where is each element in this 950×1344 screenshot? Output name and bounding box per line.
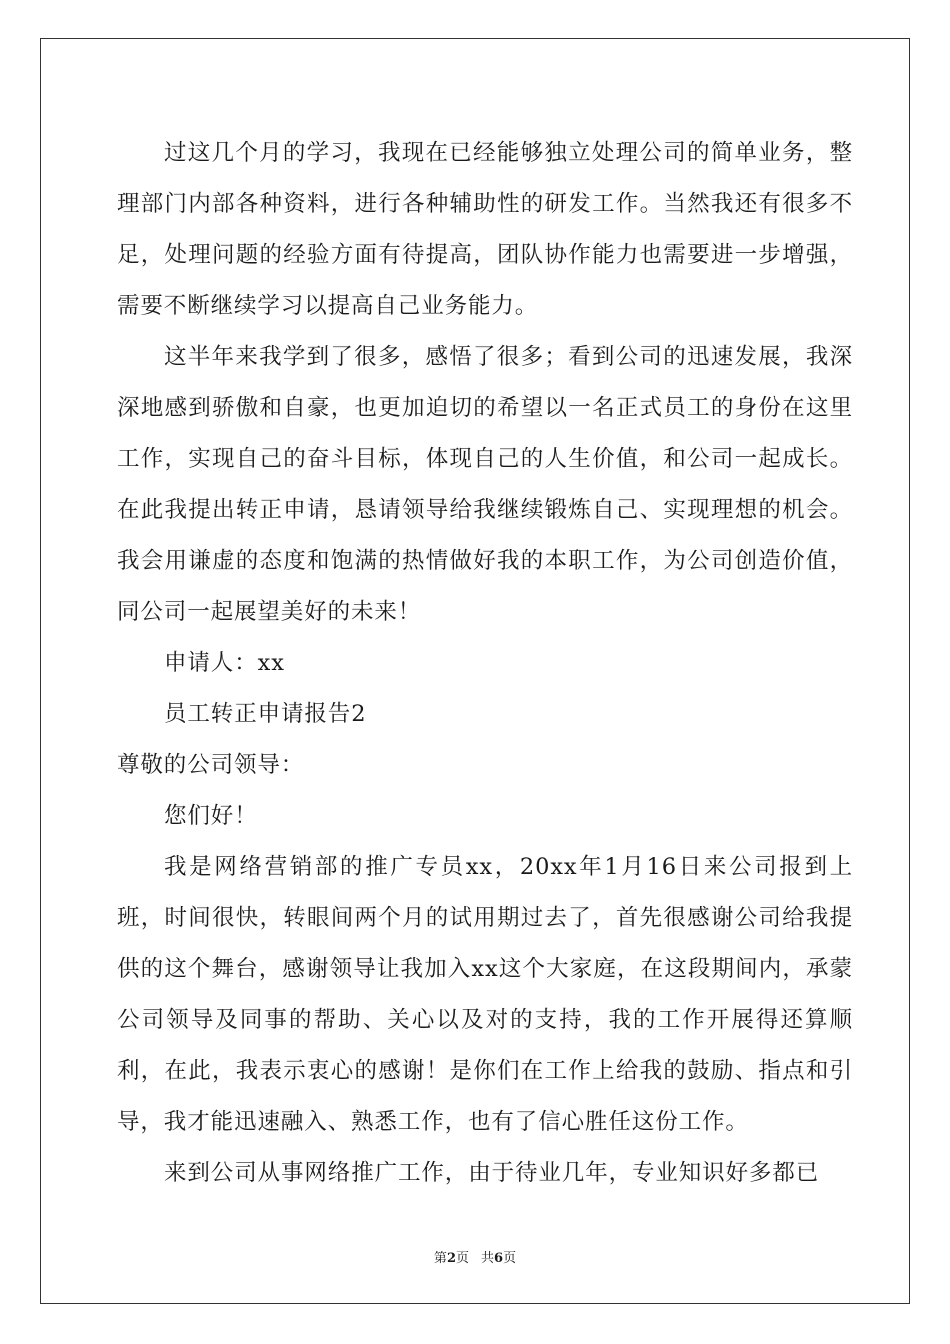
salutation: 尊敬的公司领导： (117, 752, 305, 778)
report-title: 员工转正申请报告2 (164, 701, 367, 727)
page-suffix: 页 (455, 1251, 469, 1266)
page-total: 6 (494, 1251, 504, 1266)
paragraph-introduction: 我是网络营销部的推广专员xx，20xx年1月16日来公司报到上班，时间很快，转眼间两个月的试用期过去了，首先很感谢公司给我提供的这个舞台，感谢领导让我加入xx这个大家庭，在这段期间内，承蒙公司领导及同事的帮助、关心以及对的支持，我的工作开展得还算顺利，在此，我表示衷心的感谢！是你们在工作上给我的鼓励、指点和引导，我才能迅速融入、熟悉工作，也有了信心胜任这份工作。 (117, 854, 853, 1135)
page-current: 2 (446, 1251, 456, 1266)
total-prefix: 共 (481, 1251, 495, 1266)
total-suffix: 页 (503, 1251, 517, 1266)
paragraph-work-start: 来到公司从事网络推广工作，由于待业几年，专业知识好多都已 (164, 1160, 820, 1186)
paragraph-half-year-reflection: 这半年来我学到了很多，感悟了很多；看到公司的迅速发展，我深深地感到骄傲和自豪，也更加迫切的希望以一名正式员工的身份在这里工作，实现自己的奋斗目标，体现自己的人生价值，和公司一起成长。在此我提出转正申请，恳请领导给我继续锻炼自己、实现理想的机会。我会用谦虚的态度和饱满的热情做好我的本职工作，为公司创造价值，同公司一起展望美好的未来！ (117, 344, 853, 625)
applicant-signature: 申请人：xx (164, 650, 285, 676)
greeting: 您们好！ (164, 803, 258, 829)
page-footer (0, 1247, 950, 1266)
paragraph-study-summary: 过这几个月的学习，我现在已经能够独立处理公司的简单业务，整理部门内部各种资料，进行各种辅助性的研发工作。当然我还有很多不足，处理问题的经验方面有待提高，团队协作能力也需要进一步增强，需要不断继续学习以提高自己业务能力。 (117, 140, 853, 319)
document-body (117, 128, 853, 1199)
page-prefix: 第 (433, 1251, 447, 1266)
